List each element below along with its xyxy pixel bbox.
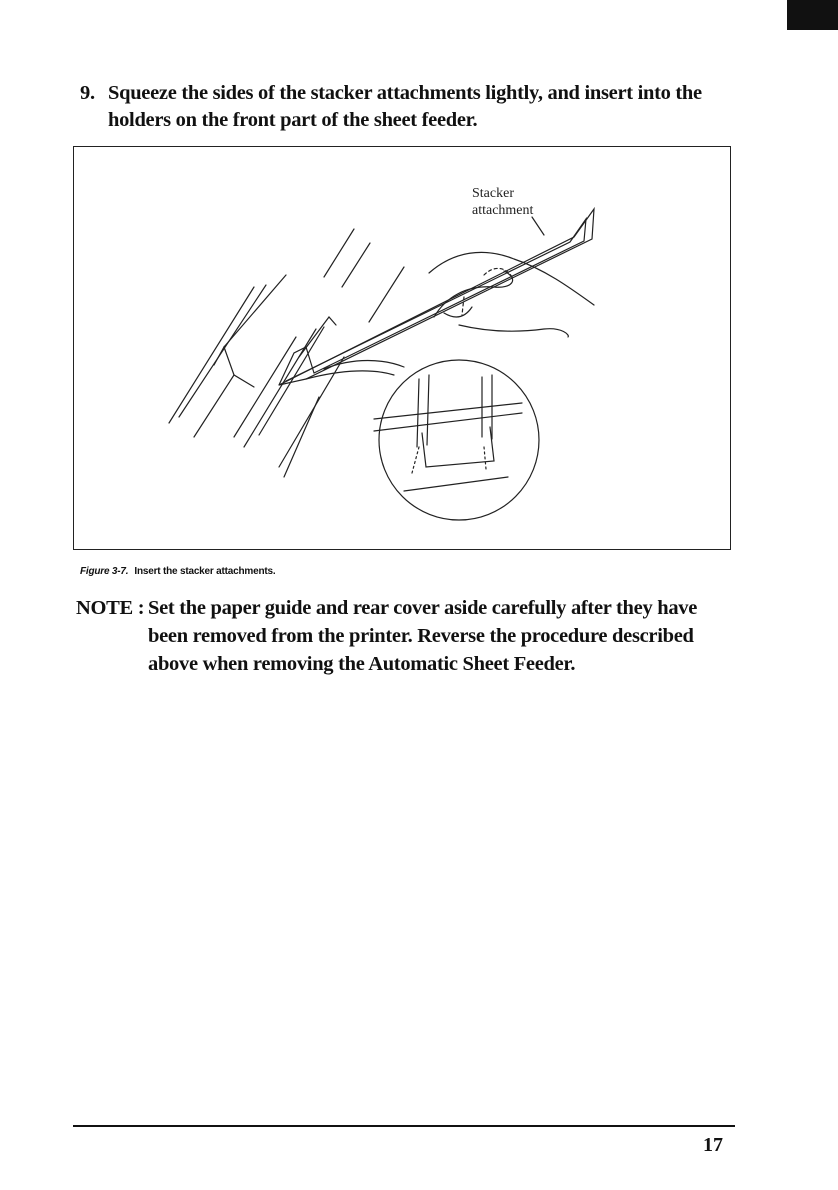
stacker-attachment-callout [472, 185, 533, 219]
figure-label: Figure 3-7. [80, 566, 129, 577]
figure-caption-text: Insert the stacker attachments. [134, 566, 276, 577]
figure-caption [80, 566, 275, 577]
note-label: NOTE : [76, 597, 145, 619]
note-text: Set the paper guide and rear cover aside carefully after they have been removed from the printer. Reverse the procedure described above when removing the Automatic Sheet Feeder. [148, 597, 698, 675]
callout-line-1: Stacker [472, 186, 514, 201]
step-text: Squeeze the sides of the stacker attachments lightly, and insert into the holders on the front part of the sheet feeder. [108, 82, 702, 131]
stacker-illustration [74, 147, 730, 549]
step-number: 9. [80, 82, 95, 104]
footer-rule [73, 1125, 735, 1127]
callout-line-2: attachment [472, 203, 534, 218]
scan-corner-mark [787, 0, 838, 30]
page-number: 17 [703, 1134, 723, 1156]
figure-frame [73, 146, 731, 550]
